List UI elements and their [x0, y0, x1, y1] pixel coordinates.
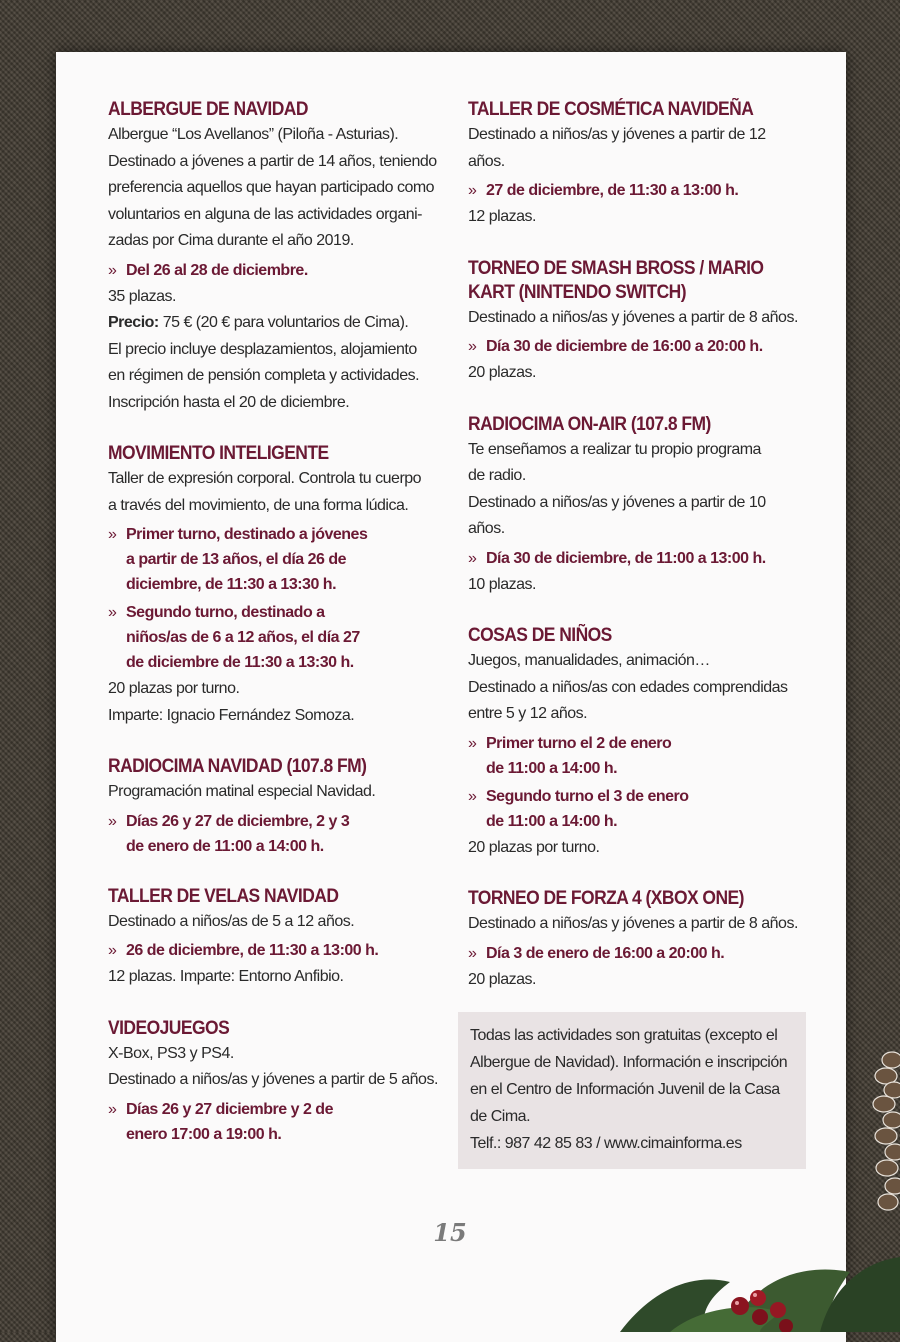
- description-line: entre 5 y 12 años.: [468, 705, 588, 722]
- bullet-marker-icon: »: [108, 942, 117, 959]
- section-title: TALLER DE VELAS NAVIDAD: [108, 885, 339, 907]
- date-item: [108, 522, 438, 597]
- date-line: enero 17:00 a 19:00 h.: [126, 1125, 282, 1143]
- date-item: [468, 941, 798, 966]
- date-line: de 11:00 a 14:00 h.: [486, 812, 618, 830]
- date-item: [108, 600, 438, 675]
- date-line: de enero de 11:00 a 14:00 h.: [126, 837, 324, 855]
- date-line: Días 26 y 27 de diciembre, 2 y 3: [126, 812, 350, 830]
- description-line: voluntarios en alguna de las actividades organi-: [108, 205, 422, 223]
- date-line: Día 3 de enero de 16:00 a 20:00 h.: [486, 944, 725, 962]
- info-line: de Cima.: [470, 1108, 531, 1125]
- detail-line: 12 plazas. Imparte: Entorno Anfibio.: [108, 968, 344, 985]
- date-item: [468, 546, 798, 571]
- date-line: Segundo turno el 3 de enero: [486, 787, 689, 805]
- date-item: [108, 938, 438, 963]
- detail-line: en régimen de pensión completa y actividades.: [108, 367, 420, 384]
- description-line: Te enseñamos a realizar tu propio programa: [468, 440, 761, 458]
- date-line: de diciembre de 11:30 a 13:30 h.: [126, 654, 354, 671]
- section-title: VIDEOJUEGOS: [108, 1017, 230, 1039]
- section-title: COSAS DE NIÑOS: [468, 625, 612, 646]
- date-line: de 11:00 a 14:00 h.: [486, 759, 618, 777]
- price-value: 75 € (20 € para voluntarios de Cima).: [158, 314, 409, 331]
- date-line: Del 26 al 28 de diciembre.: [126, 261, 308, 279]
- section-title: MOVIMIENTO INTELIGENTE: [108, 443, 329, 464]
- date-line: Primer turno el 2 de enero: [486, 734, 672, 752]
- date-line: Día 30 de diciembre, de 11:00 a 13:00 h.: [486, 549, 766, 567]
- description-line: Albergue “Los Avellanos” (Piloña - Asturias).: [108, 126, 399, 143]
- section-videojuegos: [108, 1017, 438, 1147]
- section-title: TORNEO DE FORZA 4 (XBOX ONE): [468, 888, 744, 909]
- info-box: [458, 1012, 806, 1169]
- price-line: [108, 310, 438, 337]
- bullet-marker-icon: »: [468, 338, 477, 355]
- description-line: Destinado a niños/as y jóvenes a partir de 8 años.: [468, 915, 798, 932]
- price-label: Precio:: [108, 314, 159, 331]
- section-torneo-de-forza-4-xbox-one: [468, 887, 798, 993]
- section-title: ALBERGUE DE NAVIDAD: [108, 99, 308, 120]
- section-title: RADIOCIMA NAVIDAD (107.8 FM): [108, 756, 367, 777]
- detail-line: 20 plazas por turno.: [468, 838, 600, 856]
- detail-line: 20 plazas.: [468, 364, 536, 381]
- bullet-marker-icon: »: [468, 944, 477, 962]
- bullet-marker-icon: »: [108, 1100, 117, 1118]
- detail-line: 20 plazas por turno.: [108, 680, 240, 697]
- description-line: Destinado a niños/as y jóvenes a partir de 10 años.: [468, 493, 766, 537]
- date-item: [468, 334, 798, 359]
- date-item: [468, 784, 798, 834]
- bullet-marker-icon: »: [108, 604, 117, 621]
- bullet-marker-icon: »: [108, 812, 117, 830]
- detail-line: El precio incluye desplazamientos, alojamiento: [108, 340, 417, 358]
- date-line: 26 de diciembre, de 11:30 a 13:00 h.: [126, 942, 379, 959]
- date-line: 27 de diciembre, de 11:30 a 13:00 h.: [486, 182, 739, 199]
- section-title: TALLER DE COSMÉTICA NAVIDEÑA: [468, 99, 754, 120]
- description-line: Destinado a niños/as y jóvenes a partir de 8 años.: [468, 308, 798, 326]
- detail-line: 12 plazas.: [468, 208, 536, 225]
- description-line: de radio.: [468, 467, 526, 484]
- section-radiocima-navidad-107-8-fm: [108, 755, 438, 859]
- section-torneo-de-smash-bross-mario-kart-nintendo-switch: [468, 257, 798, 387]
- date-item: [468, 731, 798, 781]
- detail-line: Imparte: Ignacio Fernández Somoza.: [108, 706, 355, 724]
- date-line: Primer turno, destinado a jóvenes: [126, 526, 368, 543]
- description-line: Destinado a niños/as con edades comprendidas: [468, 678, 788, 696]
- bullet-marker-icon: »: [468, 549, 477, 567]
- section-albergue-de-navidad: [108, 98, 438, 416]
- bullet-marker-icon: »: [108, 261, 117, 279]
- section-movimiento-inteligente: [108, 442, 438, 729]
- section-taller-de-velas-navidad: [108, 885, 438, 991]
- date-item: [468, 178, 798, 203]
- holly-decoration: [610, 1202, 900, 1332]
- description-line: Destinado a niños/as y jóvenes a partir de 12 años.: [468, 126, 766, 170]
- detail-line: Inscripción hasta el 20 de diciembre.: [108, 393, 350, 411]
- description-line: zadas por Cima durante el año 2019.: [108, 232, 354, 249]
- section-radiocima-on-air-107-8-fm: [468, 413, 798, 599]
- date-item: [108, 1097, 438, 1147]
- date-line: a partir de 13 años, el día 26 de: [126, 551, 347, 568]
- description-line: a través del movimiento, de una forma lúdica.: [108, 496, 409, 514]
- info-line: Albergue de Navidad). Información e inscripción: [470, 1054, 788, 1071]
- date-line: Día 30 de diciembre de 16:00 a 20:00 h.: [486, 338, 763, 355]
- bullet-marker-icon: »: [468, 182, 477, 199]
- bullet-marker-icon: »: [468, 787, 477, 805]
- bullet-marker-icon: »: [108, 526, 117, 543]
- section-cosas-de-ninos: [468, 624, 798, 861]
- info-line: Todas las actividades son gratuitas (excepto el: [470, 1027, 778, 1044]
- date-item: [108, 258, 438, 283]
- section-taller-de-cosmetica-navidena: [468, 98, 798, 231]
- description-line: X-Box, PS3 y PS4.: [108, 1044, 234, 1062]
- date-line: Días 26 y 27 diciembre y 2 de: [126, 1100, 333, 1118]
- date-item: [108, 809, 438, 859]
- right-column: [468, 98, 798, 1019]
- section-title: TORNEO DE SMASH BROSS / MARIO KART (NINTENDO SWITCH): [468, 257, 764, 303]
- left-column: [108, 98, 438, 1173]
- info-line: en el Centro de Información Juvenil de la Casa: [470, 1081, 780, 1098]
- description-line: preferencia aquellos que hayan participado como: [108, 179, 435, 196]
- description-line: Juegos, manualidades, animación…: [468, 652, 710, 669]
- bullet-marker-icon: »: [468, 734, 477, 752]
- date-line: niños/as de 6 a 12 años, el día 27: [126, 629, 360, 646]
- description-line: Destinado a jóvenes a partir de 14 años, teniendo: [108, 152, 437, 170]
- detail-line: 10 plazas.: [468, 575, 536, 593]
- date-line: Segundo turno, destinado a: [126, 604, 325, 621]
- description-line: Taller de expresión corporal. Controla tu cuerpo: [108, 470, 422, 487]
- page-number: 15: [433, 1218, 467, 1247]
- info-contact: Telf.: 987 42 85 83 / www.cimainforma.es: [470, 1135, 742, 1152]
- description-line: Destinado a niños/as de 5 a 12 años.: [108, 912, 355, 930]
- date-line: diciembre, de 11:30 a 13:30 h.: [126, 576, 337, 593]
- description-line: Programación matinal especial Navidad.: [108, 783, 376, 800]
- detail-line: 35 plazas.: [108, 287, 176, 305]
- detail-line: 20 plazas.: [468, 970, 536, 988]
- section-title: RADIOCIMA ON-AIR (107.8 FM): [468, 413, 711, 435]
- description-line: Destinado a niños/as y jóvenes a partir de 5 años.: [108, 1071, 438, 1088]
